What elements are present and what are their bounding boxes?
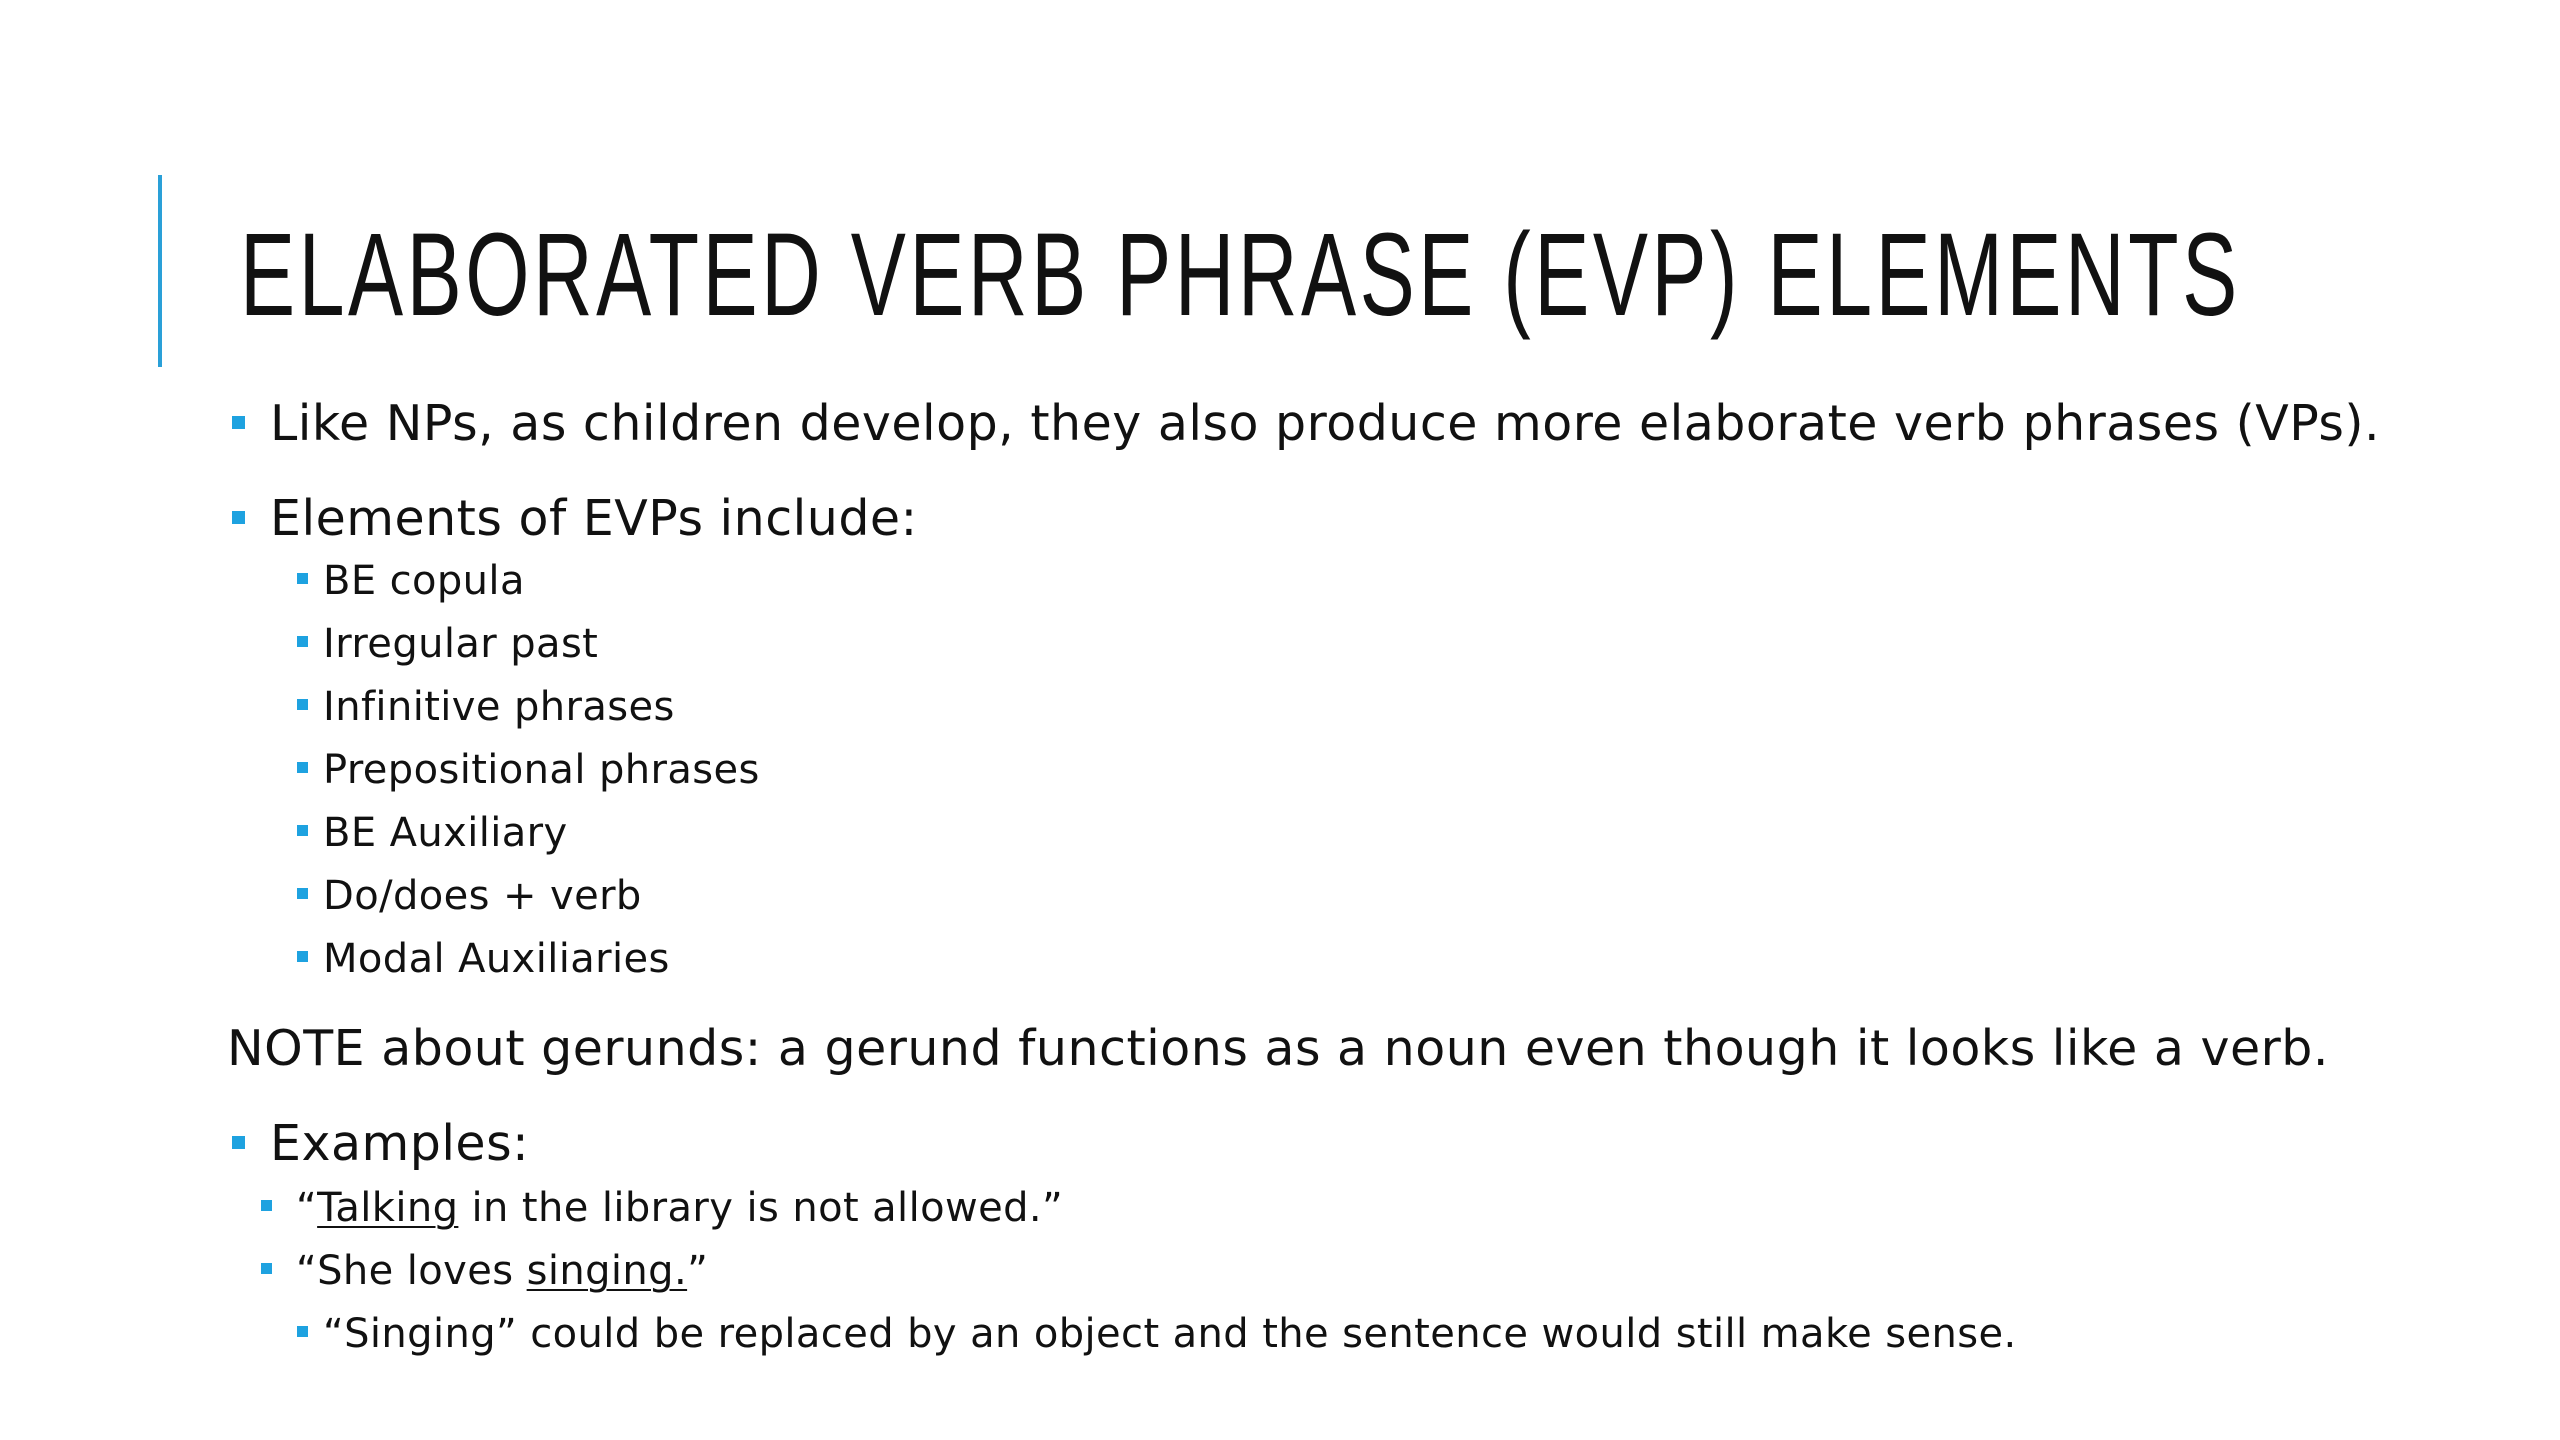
- square-bullet-icon: [232, 1136, 245, 1149]
- list-item: [323, 619, 598, 669]
- square-bullet-icon: [297, 951, 308, 962]
- example-sub-item: [323, 1309, 2017, 1359]
- list-item-text: Do/does + verb: [323, 873, 642, 919]
- list-item-text: Modal Auxiliaries: [323, 936, 670, 982]
- bullet-intro-text: Like NPs, as children develop, they also produce more elaborate verb phrases (VPs).: [270, 395, 2381, 452]
- square-bullet-icon: [232, 416, 245, 429]
- square-bullet-icon: [232, 511, 245, 524]
- square-bullet-icon: [297, 636, 308, 647]
- square-bullet-icon: [297, 888, 308, 899]
- example1-open-quote: “: [296, 1185, 318, 1231]
- square-bullet-icon: [297, 762, 308, 773]
- elements-heading-text: Elements of EVPs include:: [270, 490, 918, 547]
- list-item: [323, 556, 525, 606]
- example1-rest: in the library is not allowed.”: [458, 1185, 1064, 1231]
- list-item: [323, 682, 675, 732]
- example1-underlined-word: Talking: [317, 1185, 459, 1231]
- square-bullet-icon: [297, 573, 308, 584]
- list-item-text: BE Auxiliary: [323, 810, 568, 856]
- square-bullet-icon: [261, 1200, 272, 1211]
- gerund-note: NOTE about gerunds: a gerund functions as a noun even though it looks like a verb.: [227, 1020, 2329, 1077]
- example-item: [296, 1246, 708, 1296]
- example2-start: “She loves: [296, 1248, 527, 1294]
- list-item-text: Infinitive phrases: [323, 684, 675, 730]
- example-item: [296, 1183, 1063, 1233]
- list-item: [323, 745, 760, 795]
- example-sub-item-text: “Singing” could be replaced by an object and the sentence would still make sense.: [323, 1311, 2017, 1357]
- square-bullet-icon: [261, 1263, 272, 1274]
- square-bullet-icon: [297, 699, 308, 710]
- bullet-examples-heading: [270, 1114, 529, 1174]
- title-accent-bar: [158, 175, 162, 367]
- list-item: [323, 808, 568, 858]
- example2-end: ”: [687, 1248, 709, 1294]
- list-item-text: BE copula: [323, 558, 525, 604]
- list-item: [323, 871, 642, 921]
- list-item: [323, 934, 670, 984]
- slide-title: ELABORATED VERB PHRASE (EVP) ELEMENTS: [240, 209, 2241, 341]
- examples-heading-text: Examples:: [270, 1115, 530, 1172]
- list-item-text: Prepositional phrases: [323, 747, 760, 793]
- bullet-intro: [270, 394, 2380, 454]
- example2-underlined-word: singing.: [526, 1248, 688, 1294]
- square-bullet-icon: [297, 825, 308, 836]
- list-item-text: Irregular past: [323, 621, 599, 667]
- bullet-elements-heading: [270, 489, 918, 549]
- square-bullet-icon: [297, 1326, 308, 1337]
